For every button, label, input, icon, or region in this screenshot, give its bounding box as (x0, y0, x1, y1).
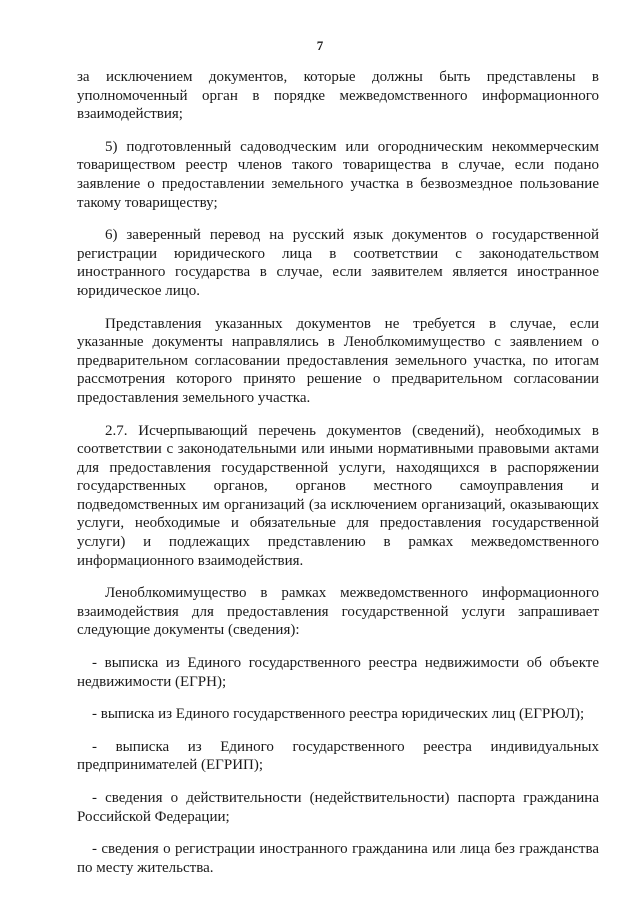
list-item-6: 6) заверенный перевод на русский язык документов о государственной регистрации юридического лица в соответствии с законодательством иностранного государства в случае, если заявителем является иностранное юридическое лицо. (77, 227, 599, 299)
request-item-egrn: - выписка из Единого государственного реестра недвижимости об объекте недвижимости (ЕГРН); (77, 655, 599, 690)
section-2-7: 2.7. Исчерпывающий перечень документов (сведений), необходимых в соответствии с законодательными или иными нормативными правовыми актами для предоставления государственной услуги, находящихся в распоряжении государственных органов, органов местного самоуправления и подведомственных им организаций (за исключением организаций, оказывающих услуги, необходимые и обязательные для предоставления государственной услуги) и подлежащих представлению в рамках межведомственного информационного взаимодействия. (77, 422, 599, 569)
document-body (77, 68, 599, 891)
paragraph-requests-intro: Леноблкомимущество в рамках межведомственного информационного взаимодействия для предоставления государственной услуги запрашивает следующие документы (сведения): (77, 585, 599, 639)
paragraph-continuation: за исключением документов, которые должны быть представлены в уполномоченный орган в порядке межведомственного информационного взаимодействия; (77, 69, 599, 123)
paragraph-exemption: Представления указанных документов не требуется в случае, если указанные документы направлялись в Леноблкомимущество с заявлением о предварительном согласовании предоставления земельного участка, по итогам рассмотрения которого принято решение о предварительном согласовании предоставления земельного участка. (77, 315, 599, 406)
request-item-egrip: - выписка из Единого государственного реестра индивидуальных предпринимателей (ЕГРИП); (77, 738, 599, 774)
request-item-registration: - сведения о регистрации иностранного гражданина или лица без гражданства по месту жительства. (77, 841, 599, 876)
list-item-5: 5) подготовленный садоводческим или огородническим некоммерческим товариществом реестр членов такого товарищества в случае, если подано заявление о предоставлении земельного участка в безвозмездное пользование такому товариществу; (77, 138, 599, 211)
request-item-passport: - сведения о действительности (недействительности) паспорта гражданина Российской Федерации; (77, 790, 599, 825)
page-number: 7 (316, 38, 324, 53)
request-item-egrul: - выписка из Единого государственного реестра юридических лиц (ЕГРЮЛ); (92, 706, 585, 723)
